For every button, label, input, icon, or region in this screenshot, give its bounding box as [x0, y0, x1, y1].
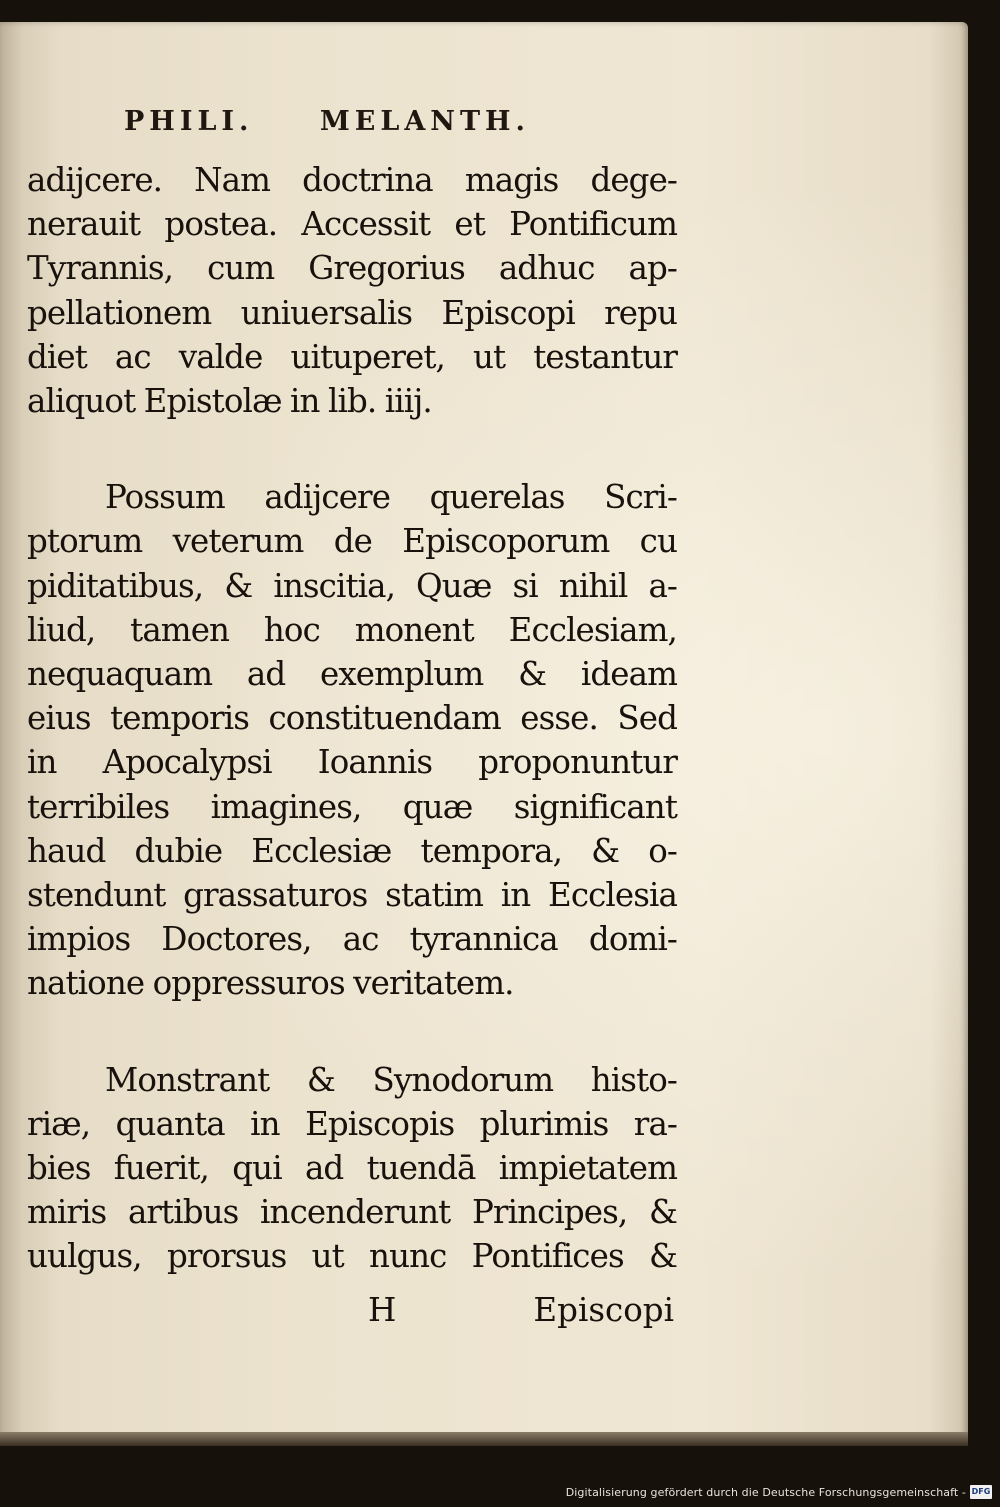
signature-mark: H — [368, 1291, 397, 1329]
text-line: diet ac valde uituperet, ut testantur — [27, 337, 677, 376]
text-line: haud dubie Ecclesiæ tempora, & o- — [27, 831, 677, 870]
text-line: eius temporis constituendam esse. Sed — [27, 699, 677, 738]
text-line: miris artibus incenderunt Principes, & — [27, 1193, 677, 1232]
text-line: nequaquam ad exemplum & ideam — [27, 655, 677, 694]
text-line: piditatibus, & inscitia, Quæ si nihil a- — [27, 566, 677, 605]
text-line: natione oppressuros veritatem. — [27, 964, 514, 1003]
text-line: adijcere. Nam doctrina magis dege- — [27, 161, 677, 199]
paragraph-3 — [27, 1058, 677, 1279]
text-line: pellationem uniuersalis Episcopi repu — [27, 293, 677, 332]
text-line: Monstrant & Synodorum histo- — [105, 1060, 677, 1099]
running-head-right: MELANTH. — [319, 106, 530, 137]
paragraph-1 — [27, 158, 677, 423]
text-line: Possum adijcere querelas Scri- — [105, 478, 677, 517]
running-head — [124, 106, 684, 137]
text-line: impios Doctores, ac tyrannica domi- — [27, 920, 677, 959]
text-line: ptorum veterum de Episcoporum cu — [27, 522, 677, 561]
text-line: stendunt grassaturos statim in Ecclesia — [27, 876, 677, 915]
text-line: terribiles imagines, quæ significant — [27, 787, 677, 826]
paragraph-2 — [27, 475, 677, 1005]
running-head-left: PHILI. — [124, 106, 254, 137]
body-text — [27, 158, 677, 1279]
text-line: Tyrannis, cum Gregorius adhuc ap- — [27, 249, 677, 288]
page-bottom-edge — [0, 1432, 968, 1446]
dfg-logo: DFG — [970, 1485, 992, 1499]
text-line: uulgus, prorsus ut nunc Pontifices & — [27, 1237, 677, 1276]
digitization-credit: Digitalisierung gefördert durch die Deutsche Forschungsgemeinschaft - — [565, 1486, 966, 1499]
text-line: in Apocalypsi Ioannis proponuntur — [27, 743, 677, 782]
text-line: liud, tamen hoc monent Ecclesiam, — [27, 610, 677, 649]
text-line: riæ, quanta in Episcopis plurimis ra- — [27, 1104, 677, 1143]
catchword: Episcopi — [533, 1291, 674, 1329]
text-line: bies fuerit, qui ad tuendā impietatem — [27, 1149, 677, 1188]
text-line: nerauit postea. Accessit et Pontificum — [27, 205, 677, 244]
text-line: aliquot Epistolæ in lib. iiij. — [27, 382, 432, 421]
